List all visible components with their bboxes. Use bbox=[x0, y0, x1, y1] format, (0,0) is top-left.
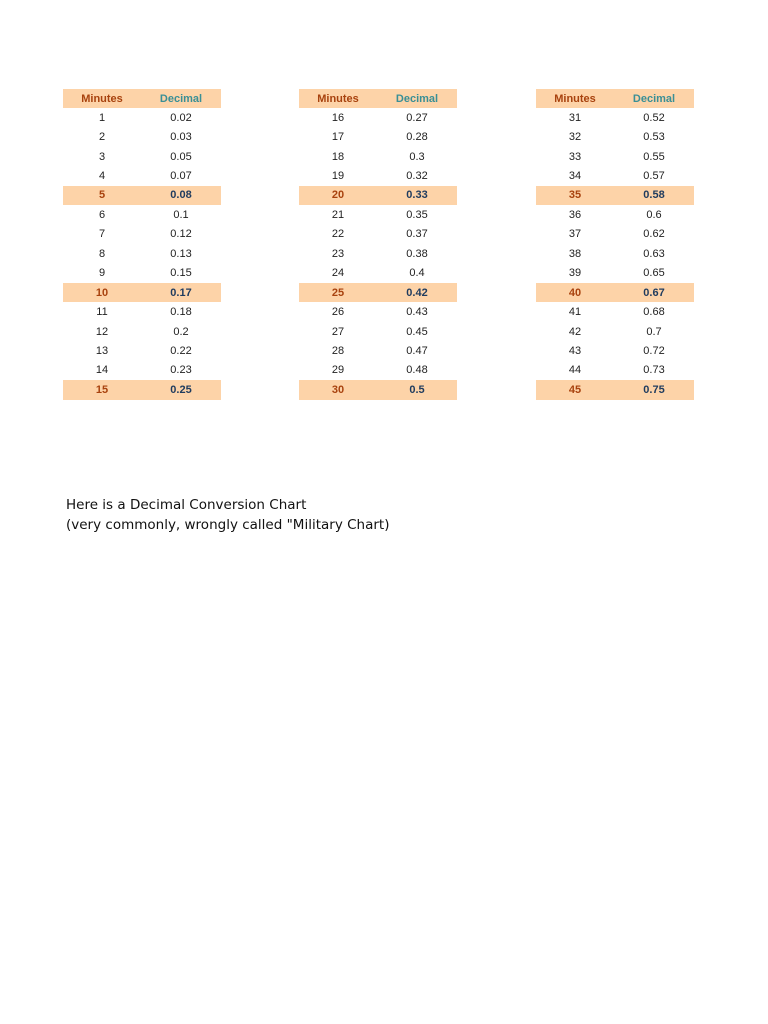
decimal-cell: 0.25 bbox=[141, 380, 221, 399]
table-row bbox=[536, 108, 694, 127]
caption-line-2: (very commonly, wrongly called "Military Chart) bbox=[66, 517, 390, 533]
minutes-cell: 41 bbox=[568, 306, 582, 319]
decimal-cell: 0.28 bbox=[406, 131, 428, 144]
caption bbox=[66, 495, 389, 535]
minutes-cell: 27 bbox=[331, 325, 345, 338]
table-header-row bbox=[63, 89, 221, 108]
decimal-cell: 0.68 bbox=[643, 306, 665, 319]
table-row bbox=[299, 205, 457, 224]
highlighted-table-row bbox=[299, 283, 457, 302]
decimal-cell: 0.45 bbox=[406, 325, 428, 338]
minutes-cell: 34 bbox=[568, 170, 582, 183]
table-row bbox=[536, 205, 694, 224]
decimal-column-header: Decimal bbox=[614, 89, 694, 108]
table-row bbox=[63, 147, 221, 166]
minutes-cell: 10 bbox=[63, 283, 141, 302]
minutes-cell: 37 bbox=[568, 228, 582, 241]
minutes-cell: 35 bbox=[536, 186, 614, 205]
table-row bbox=[536, 244, 694, 263]
highlighted-table-row bbox=[536, 283, 694, 302]
decimal-cell: 0.4 bbox=[409, 267, 425, 280]
table-header-row bbox=[536, 89, 694, 108]
minutes-cell: 36 bbox=[568, 208, 582, 221]
minutes-cell: 32 bbox=[568, 131, 582, 144]
decimal-cell: 0.02 bbox=[170, 111, 192, 124]
highlighted-table-row bbox=[299, 186, 457, 205]
decimal-cell: 0.48 bbox=[406, 364, 428, 377]
minutes-cell: 20 bbox=[299, 186, 377, 205]
table-row bbox=[299, 108, 457, 127]
decimal-cell: 0.33 bbox=[377, 186, 457, 205]
decimal-cell: 0.15 bbox=[170, 267, 192, 280]
table-row bbox=[536, 127, 694, 146]
table-row bbox=[63, 322, 221, 341]
minutes-cell: 29 bbox=[331, 364, 345, 377]
table-row bbox=[536, 166, 694, 185]
decimal-cell: 0.12 bbox=[170, 228, 192, 241]
table-row bbox=[299, 225, 457, 244]
minutes-cell: 18 bbox=[331, 150, 345, 163]
table-row bbox=[536, 225, 694, 244]
decimal-cell: 0.2 bbox=[173, 325, 189, 338]
minutes-cell: 16 bbox=[331, 111, 345, 124]
minutes-cell: 15 bbox=[63, 380, 141, 399]
caption-line-1: Here is a Decimal Conversion Chart bbox=[66, 497, 307, 513]
highlighted-table-row bbox=[536, 380, 694, 399]
table-row bbox=[63, 127, 221, 146]
table-row bbox=[536, 264, 694, 283]
minutes-column-header: Minutes bbox=[299, 89, 377, 108]
decimal-cell: 0.32 bbox=[406, 170, 428, 183]
decimal-cell: 0.75 bbox=[614, 380, 694, 399]
table-row bbox=[299, 361, 457, 380]
table-row bbox=[536, 341, 694, 360]
minutes-cell: 4 bbox=[98, 170, 106, 183]
decimal-cell: 0.62 bbox=[643, 228, 665, 241]
minutes-cell: 25 bbox=[299, 283, 377, 302]
decimal-column-header: Decimal bbox=[141, 89, 221, 108]
minutes-column-header: Minutes bbox=[63, 89, 141, 108]
minutes-cell: 8 bbox=[98, 247, 106, 260]
table-row bbox=[63, 108, 221, 127]
table-row bbox=[299, 127, 457, 146]
table-body bbox=[299, 108, 457, 400]
table-row bbox=[536, 302, 694, 321]
minutes-cell: 1 bbox=[98, 111, 106, 124]
decimal-cell: 0.6 bbox=[646, 208, 662, 221]
decimal-cell: 0.73 bbox=[643, 364, 665, 377]
decimal-cell: 0.47 bbox=[406, 344, 428, 357]
decimal-cell: 0.42 bbox=[377, 283, 457, 302]
table-row bbox=[299, 244, 457, 263]
table-row bbox=[63, 264, 221, 283]
table-row bbox=[299, 264, 457, 283]
decimal-cell: 0.52 bbox=[643, 111, 665, 124]
minutes-cell: 39 bbox=[568, 267, 582, 280]
table-row bbox=[536, 322, 694, 341]
decimal-cell: 0.03 bbox=[170, 131, 192, 144]
minutes-cell: 43 bbox=[568, 344, 582, 357]
minutes-cell: 12 bbox=[95, 325, 109, 338]
minutes-column-header: Minutes bbox=[536, 89, 614, 108]
decimal-column-header: Decimal bbox=[377, 89, 457, 108]
table-row bbox=[299, 341, 457, 360]
minutes-cell: 31 bbox=[568, 111, 582, 124]
minutes-cell: 21 bbox=[331, 208, 345, 221]
table-row bbox=[63, 244, 221, 263]
minutes-cell: 3 bbox=[98, 150, 106, 163]
minutes-cell: 38 bbox=[568, 247, 582, 260]
minutes-cell: 26 bbox=[331, 306, 345, 319]
conversion-table-2 bbox=[299, 89, 457, 400]
decimal-cell: 0.58 bbox=[614, 186, 694, 205]
minutes-cell: 22 bbox=[331, 228, 345, 241]
highlighted-table-row bbox=[63, 283, 221, 302]
conversion-table-1 bbox=[63, 89, 221, 400]
highlighted-table-row bbox=[63, 380, 221, 399]
minutes-cell: 42 bbox=[568, 325, 582, 338]
highlighted-table-row bbox=[536, 186, 694, 205]
minutes-cell: 45 bbox=[536, 380, 614, 399]
decimal-cell: 0.35 bbox=[406, 208, 428, 221]
decimal-cell: 0.17 bbox=[141, 283, 221, 302]
minutes-cell: 6 bbox=[98, 208, 106, 221]
decimal-cell: 0.23 bbox=[170, 364, 192, 377]
decimal-cell: 0.7 bbox=[646, 325, 662, 338]
minutes-cell: 23 bbox=[331, 247, 345, 260]
decimal-cell: 0.53 bbox=[643, 131, 665, 144]
minutes-cell: 28 bbox=[331, 344, 345, 357]
decimal-cell: 0.18 bbox=[170, 306, 192, 319]
table-row bbox=[63, 205, 221, 224]
minutes-cell: 14 bbox=[95, 364, 109, 377]
table-row bbox=[536, 147, 694, 166]
table-row bbox=[536, 361, 694, 380]
table-body bbox=[63, 108, 221, 400]
table-row bbox=[299, 147, 457, 166]
minutes-cell: 24 bbox=[331, 267, 345, 280]
decimal-cell: 0.08 bbox=[141, 186, 221, 205]
minutes-cell: 13 bbox=[95, 344, 109, 357]
decimal-cell: 0.63 bbox=[643, 247, 665, 260]
table-row bbox=[63, 166, 221, 185]
decimal-cell: 0.1 bbox=[173, 208, 189, 221]
decimal-cell: 0.22 bbox=[170, 344, 192, 357]
decimal-cell: 0.37 bbox=[406, 228, 428, 241]
minutes-cell: 33 bbox=[568, 150, 582, 163]
table-row bbox=[299, 166, 457, 185]
minutes-cell: 19 bbox=[331, 170, 345, 183]
minutes-cell: 11 bbox=[96, 306, 108, 319]
decimal-cell: 0.5 bbox=[377, 380, 457, 399]
table-row bbox=[299, 322, 457, 341]
highlighted-table-row bbox=[63, 186, 221, 205]
minutes-cell: 7 bbox=[98, 228, 106, 241]
highlighted-table-row bbox=[299, 380, 457, 399]
table-row bbox=[63, 225, 221, 244]
decimal-cell: 0.55 bbox=[643, 150, 665, 163]
decimal-cell: 0.57 bbox=[643, 170, 665, 183]
minutes-cell: 9 bbox=[98, 267, 106, 280]
decimal-cell: 0.05 bbox=[170, 150, 192, 163]
table-row bbox=[63, 341, 221, 360]
minutes-cell: 17 bbox=[331, 131, 345, 144]
decimal-cell: 0.72 bbox=[643, 344, 665, 357]
minutes-cell: 40 bbox=[536, 283, 614, 302]
minutes-cell: 2 bbox=[98, 131, 106, 144]
conversion-table-3 bbox=[536, 89, 694, 400]
table-row bbox=[299, 302, 457, 321]
table-header-row bbox=[299, 89, 457, 108]
decimal-cell: 0.65 bbox=[643, 267, 665, 280]
decimal-cell: 0.13 bbox=[170, 247, 192, 260]
decimal-cell: 0.07 bbox=[170, 170, 192, 183]
decimal-cell: 0.43 bbox=[406, 306, 428, 319]
decimal-cell: 0.27 bbox=[406, 111, 428, 124]
table-row bbox=[63, 361, 221, 380]
decimal-cell: 0.3 bbox=[409, 150, 425, 163]
minutes-cell: 44 bbox=[568, 364, 582, 377]
minutes-cell: 5 bbox=[63, 186, 141, 205]
table-body bbox=[536, 108, 694, 400]
decimal-cell: 0.38 bbox=[406, 247, 428, 260]
minutes-cell: 30 bbox=[299, 380, 377, 399]
table-row bbox=[63, 302, 221, 321]
decimal-cell: 0.67 bbox=[614, 283, 694, 302]
